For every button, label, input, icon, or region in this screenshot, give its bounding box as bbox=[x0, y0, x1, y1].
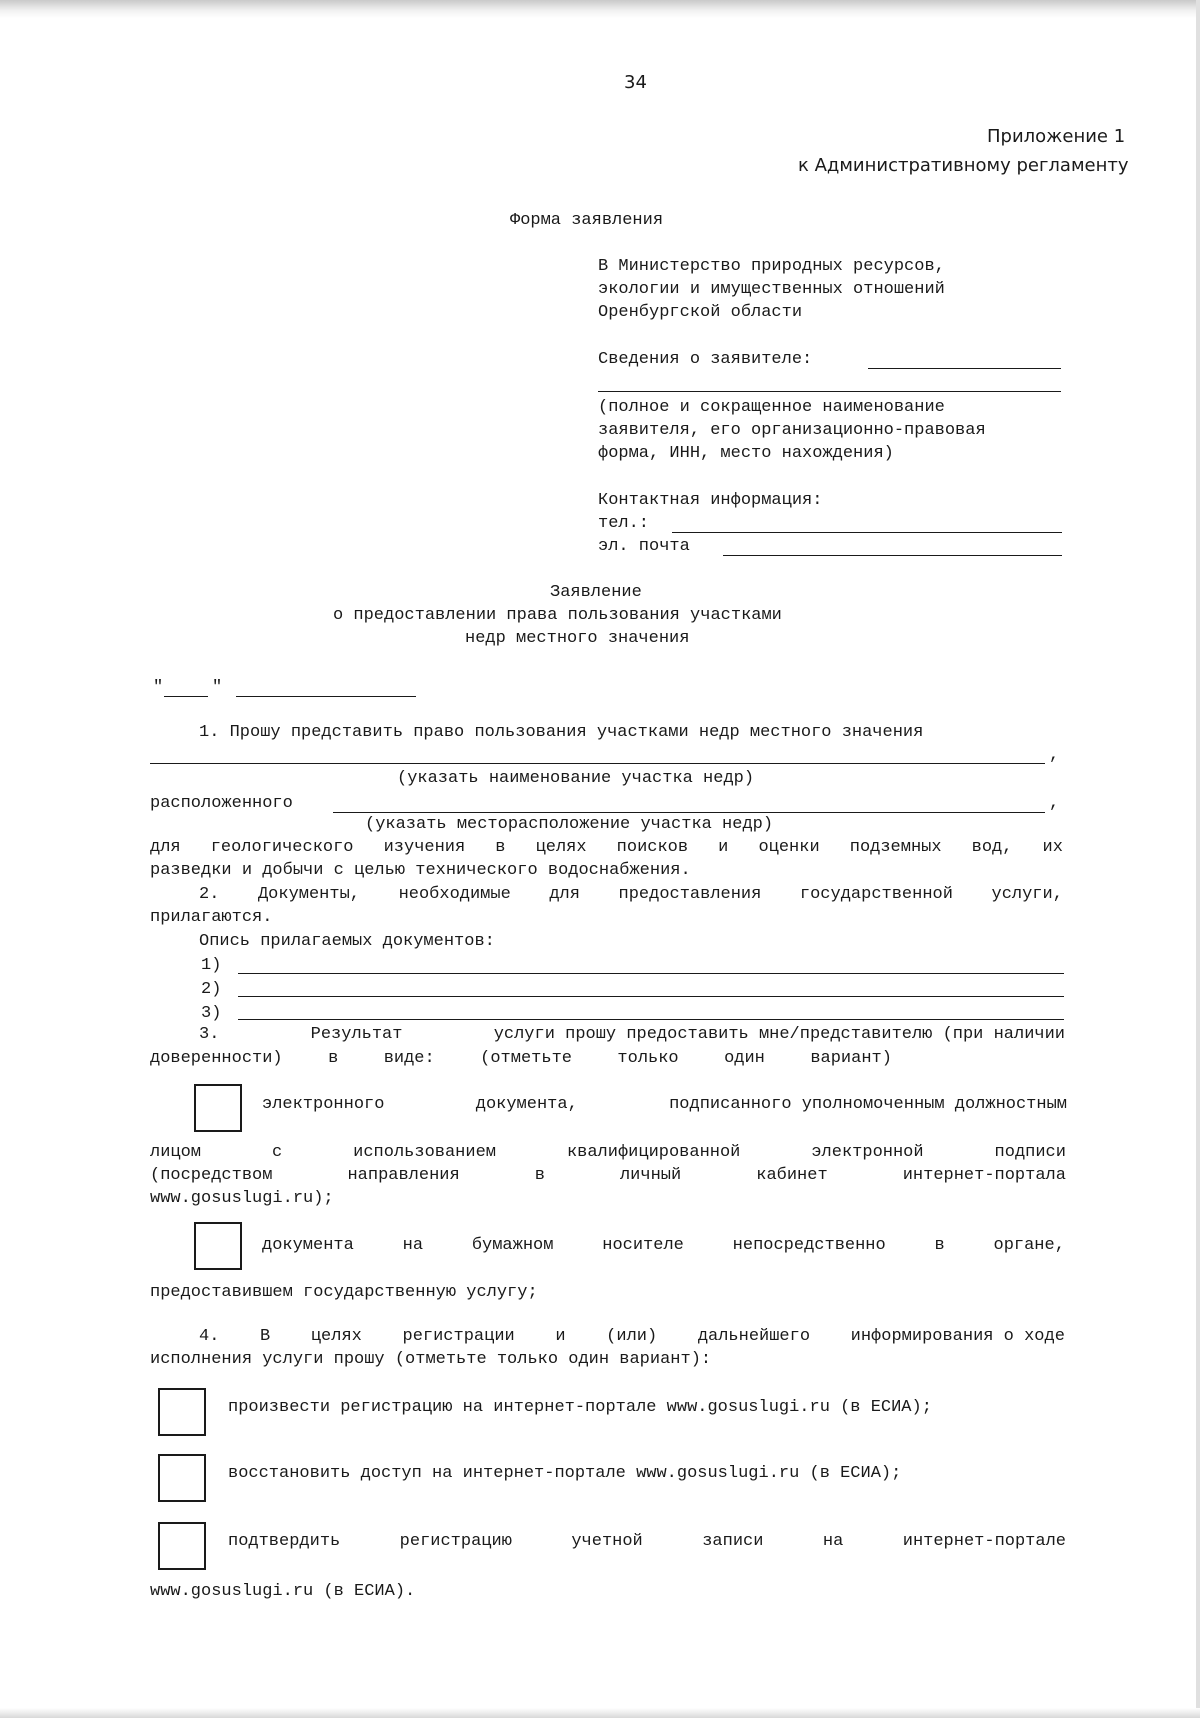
restore-access-label: восстановить доступ на интернет-портале www.gosuslugi.ru (в ЕСИА); bbox=[228, 1464, 902, 1483]
result-electronic-line-2: лицом с использованием квалифицированной электронной подписи bbox=[150, 1143, 1066, 1162]
attachment-number-1: 1) bbox=[201, 956, 222, 975]
appendix-line-1: Приложение 1 bbox=[987, 126, 1126, 147]
item1-comma-1: , bbox=[1049, 746, 1060, 765]
result-paper-line-2: предоставившем государственную услугу; bbox=[150, 1283, 538, 1302]
item3-line-1: 3. Результат услуги прошу предоставить мне/представителю (при наличии bbox=[199, 1025, 1065, 1044]
confirm-registration-checkbox[interactable] bbox=[158, 1522, 206, 1570]
attachment-number-3: 3) bbox=[201, 1004, 222, 1023]
date-quote-close: " bbox=[212, 678, 223, 697]
located-label: расположенного bbox=[150, 794, 293, 813]
doc-title-line-3: недр местного значения bbox=[465, 629, 690, 648]
page-number: 34 bbox=[624, 72, 647, 93]
plot-name-hint: (указать наименование участка недр) bbox=[397, 769, 755, 788]
applicant-field-line-2[interactable] bbox=[598, 391, 1061, 392]
item2-line-2: прилагаются. bbox=[150, 908, 273, 927]
email-label: эл. почта bbox=[598, 537, 690, 556]
addressee-line-3: Оренбургской области bbox=[598, 303, 803, 322]
result-paper-checkbox[interactable] bbox=[194, 1222, 242, 1270]
contacts-label: Контактная информация: bbox=[598, 491, 823, 510]
confirm-registration-line-2: www.gosuslugi.ru (в ЕСИА). bbox=[150, 1582, 416, 1601]
phone-field[interactable] bbox=[672, 532, 1062, 533]
email-field[interactable] bbox=[723, 555, 1062, 556]
register-option-label: произвести регистрацию на интернет-портале www.gosuslugi.ru (в ЕСИА); bbox=[228, 1398, 932, 1417]
attachment-field-1[interactable] bbox=[238, 973, 1064, 974]
result-electronic-label: электронного документа, подписанного уполномоченным должностным bbox=[262, 1095, 1067, 1114]
item1-purpose-line-1: для геологического изучения в целях поисков и оценки подземных вод, их bbox=[150, 838, 1063, 857]
doc-title-line-2: о предоставлении права пользования участками bbox=[333, 606, 782, 625]
appendix-line-2: к Административному регламенту bbox=[798, 155, 1129, 176]
plot-name-field[interactable] bbox=[150, 763, 1045, 764]
attachments-label: Опись прилагаемых документов: bbox=[199, 932, 495, 951]
applicant-hint-line-1: (полное и сокращенное наименование bbox=[598, 398, 945, 417]
applicant-hint-line-3: форма, ИНН, место нахождения) bbox=[598, 444, 894, 463]
result-electronic-checkbox[interactable] bbox=[194, 1084, 242, 1132]
restore-access-checkbox[interactable] bbox=[158, 1454, 206, 1502]
item3-line-2: доверенности) в виде: (отметьте только один вариант) bbox=[150, 1049, 892, 1068]
item2-line-1: 2. Документы, необходимые для предоставления государственной услуги, bbox=[199, 885, 1063, 904]
plot-location-hint: (указать месторасположение участка недр) bbox=[365, 815, 774, 834]
scan-edge-right bbox=[1196, 0, 1200, 1718]
form-label: Форма заявления bbox=[510, 211, 664, 230]
item1-text: 1. Прошу представить право пользования участками недр местного значения bbox=[199, 723, 924, 742]
addressee-line-2: экологии и имущественных отношений bbox=[598, 280, 945, 299]
result-paper-label: документа на бумажном носителе непосредственно в органе, bbox=[262, 1236, 1065, 1255]
applicant-field-line-1[interactable] bbox=[868, 368, 1061, 369]
scan-edge-bottom bbox=[0, 1708, 1200, 1718]
date-day-field[interactable] bbox=[164, 696, 208, 697]
attachment-field-3[interactable] bbox=[238, 1019, 1064, 1020]
item1-purpose-line-2: разведки и добычи с целью технического водоснабжения. bbox=[150, 861, 691, 880]
item1-comma-2: , bbox=[1049, 794, 1060, 813]
date-quote-open: " bbox=[153, 678, 164, 697]
phone-label: тел.: bbox=[598, 514, 650, 533]
plot-location-field[interactable] bbox=[333, 812, 1045, 813]
item4-line-1: 4. В целях регистрации и (или) дальнейшего информирования о ходе bbox=[199, 1327, 1065, 1346]
attachment-field-2[interactable] bbox=[238, 996, 1064, 997]
result-electronic-line-3: (посредством направления в личный кабинет интернет-портала bbox=[150, 1166, 1066, 1185]
register-option-checkbox[interactable] bbox=[158, 1388, 206, 1436]
attachment-number-2: 2) bbox=[201, 980, 222, 999]
doc-title-line-1: Заявление bbox=[550, 583, 642, 602]
date-month-year-field[interactable] bbox=[236, 696, 416, 697]
addressee-line-1: В Министерство природных ресурсов, bbox=[598, 257, 945, 276]
confirm-registration-label: подтвердить регистрацию учетной записи на интернет-портале bbox=[228, 1532, 1066, 1551]
result-electronic-line-4: www.gosuslugi.ru); bbox=[150, 1189, 334, 1208]
applicant-hint-line-2: заявителя, его организационно-правовая bbox=[598, 421, 986, 440]
applicant-label: Сведения о заявителе: bbox=[598, 350, 813, 369]
scan-edge-top bbox=[0, 0, 1200, 18]
item4-line-2: исполнения услуги прошу (отметьте только один вариант): bbox=[150, 1350, 712, 1369]
